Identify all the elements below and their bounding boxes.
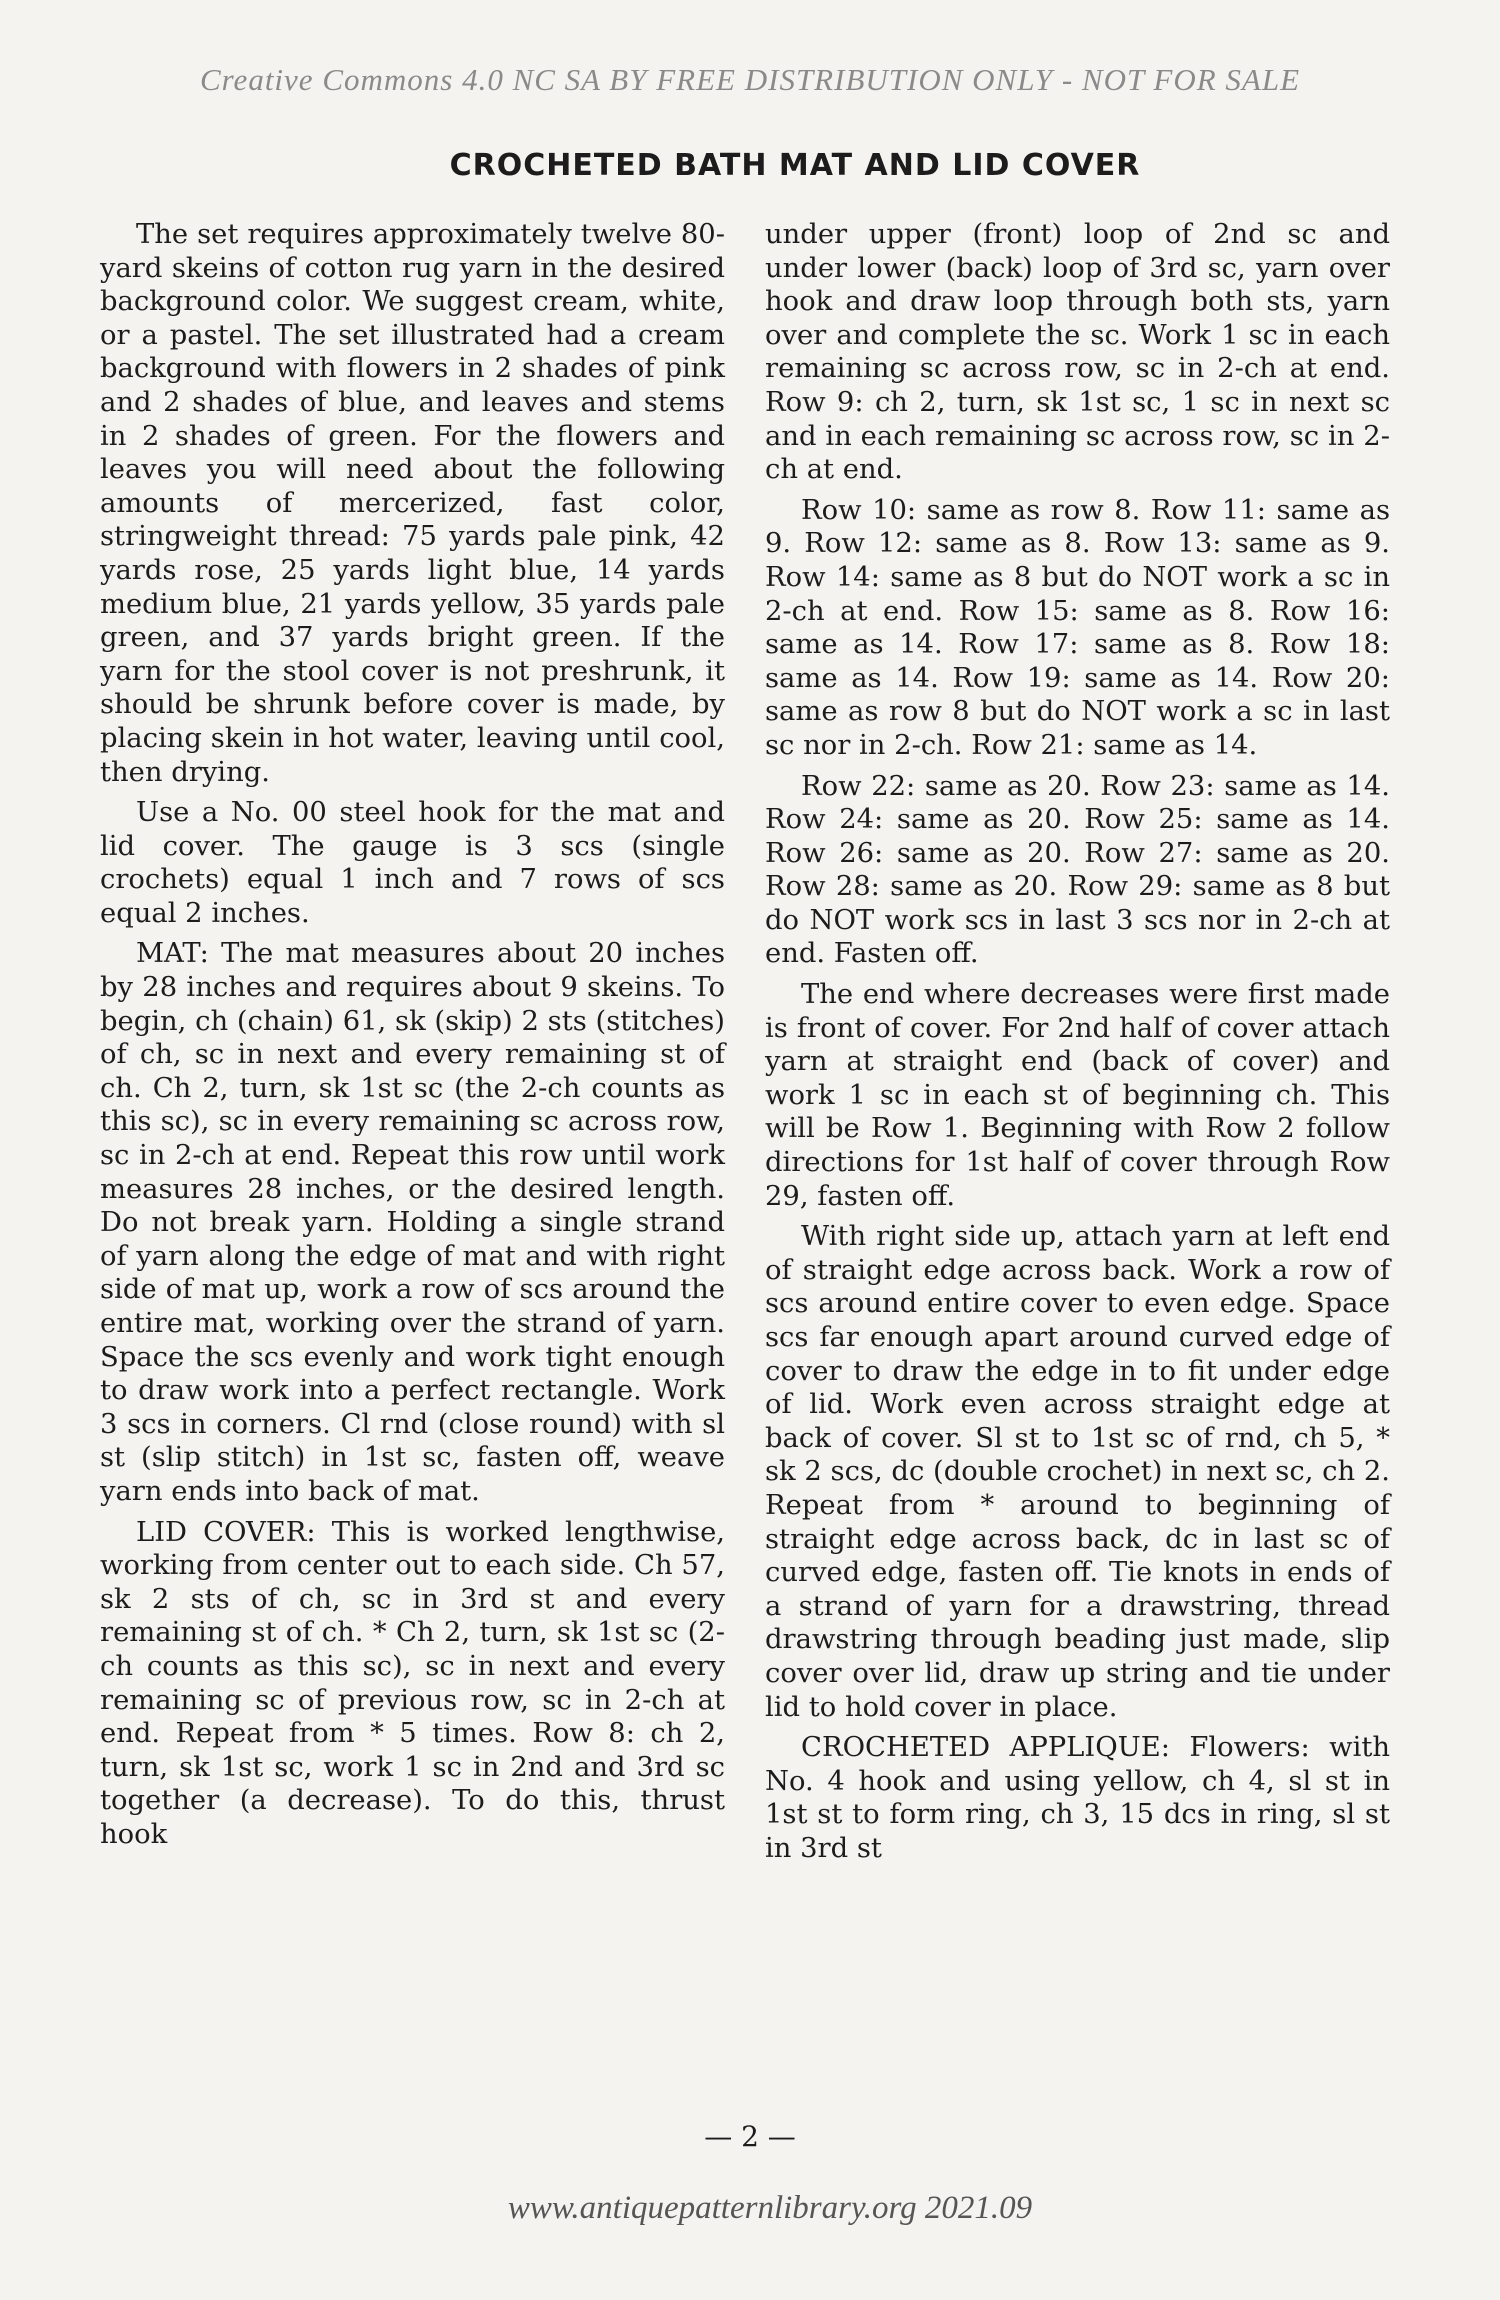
paragraph-materials: The set requires approximately twelve 80-yard skeins of cotton rug yarn in the desired background color. We suggest cream, white, or a pastel. The set illustrated had a cream background with flowers in 2 shades of pink and 2 shades of blue, and leaves and stems in 2 shades of green. For the flowers and leaves you will need about the following amounts of mercerized, fast color, stringweight thread: 75 yards pale pink, 42 yards rose, 25 yards light blue, 14 yards medium blue, 21 yards yellow, 35 yards pale green, and 37 yards bright green. If the yarn for the stool cover is not preshrunk, it should be shrunk before cover is made, by placing skein in hot water, leaving until cool, then drying. [100,219,725,788]
paragraph-lid-cover: LID COVER: This is worked lengthwise, working from center out to each side. Ch 57, sk 2 sts of ch, sc in 3rd st and every remaining st of ch. * Ch 2, turn, sk 1st sc (2-ch counts as this sc), sc in next and every remaining sc of previous row, sc in 2-ch at end. Repeat from * 5 times. Row 8: ch 2, turn, sk 1st sc, work 1 sc in 2nd and 3rd sc together (a decrease). To do this, thrust hook [100,1516,725,1850]
paragraph-rows-10-21: Row 10: same as row 8. Row 11: same as 9. Row 12: same as 8. Row 13: same as 9. Row 14: same as 8 but do NOT work a sc in 2-ch at end. Row 15: same as 8. Row 16: same as 14. Row 17: same as 8. Row 18: same as 14. Row 19: same as 14. Row 20: same as row 8 but do NOT work a sc in last sc nor in 2-ch. Row 21: same as 14. [765,494,1390,761]
page-number: — 2 — [704,2120,796,2153]
right-column [765,218,1390,1873]
left-column [100,218,725,1859]
source-footer: www.antiquepatternlibrary.org 2021.09 [507,2190,1033,2226]
paragraph-edging-drawstring: With right side up, attach yarn at left end of straight edge across back. Work a row of scs around entire cover to even edge. Space scs far enough apart around curved edge of cover to draw the edge in to fit under edge of lid. Work even across straight edge at back of cover. Sl st to 1st sc of rnd, ch 5, * sk 2 scs, dc (double crochet) in next sc, ch 2. Repeat from * around to beginning of straight edge across back, dc in last sc of curved edge, fasten off. Tie knots in ends of a strand of yarn for a drawstring, thread drawstring through beading just made, slip cover over lid, draw up string and tie under lid to hold cover in place. [765,1221,1390,1723]
page-title: CROCHETED BATH MAT AND LID COVER [449,148,1141,183]
paragraph-second-half: The end where decreases were first made is front of cover. For 2nd half of cover attach yarn at straight end (back of cover) and work 1 sc in each st of beginning ch. This will be Row 1. Beginning with Row 2 follow directions for 1st half of cover through Row 29, fasten off. [765,979,1390,1212]
paragraph-hook-gauge: Use a No. 00 steel hook for the mat and lid cover. The gauge is 3 scs (single crochets) equal 1 inch and 7 rows of scs equal 2 inches. [100,797,725,929]
license-header: Creative Commons 4.0 NC SA BY FREE DISTRIBUTION ONLY - NOT FOR SALE [199,62,1301,97]
paragraph-rows-22-29: Row 22: same as 20. Row 23: same as 14. Row 24: same as 20. Row 25: same as 14. Row 26: same as 20. Row 27: same as 20. Row 28: same as 20. Row 29: same as 8 but do NOT work scs in last 3 scs nor in 2-ch at end. Fasten off. [765,770,1390,970]
paragraph-decrease-continued: under upper (front) loop of 2nd sc and under lower (back) loop of 3rd sc, yarn over hook and draw loop through both sts, yarn over and complete the sc. Work 1 sc in each remaining sc across row, sc in 2-ch at end. Row 9: ch 2, turn, sk 1st sc, 1 sc in next sc and in each remaining sc across row, sc in 2-ch at end. [765,219,1390,486]
paragraph-mat: MAT: The mat measures about 20 inches by 28 inches and requires about 9 skeins. To begin, ch (chain) 61, sk (skip) 2 sts (stitches) of ch, sc in next and every remaining st of ch. Ch 2, turn, sk 1st sc (the 2-ch counts as this sc), sc in every remaining sc across row, sc in 2-ch at end. Repeat this row until work measures 28 inches, or the desired length. Do not break yarn. Holding a single strand of yarn along the edge of mat and with right side of mat up, work a row of scs around the entire mat, working over the strand of yarn. Space the scs evenly and work tight enough to draw work into a perfect rectangle. Work 3 scs in corners. Cl rnd (close round) with sl st (slip stitch) in 1st sc, fasten off, weave yarn ends into back of mat. [100,938,725,1507]
paragraph-applique: CROCHETED APPLIQUE: Flowers: with No. 4 hook and using yellow, ch 4, sl st in 1st st to form ring, ch 3, 15 dcs in ring, sl st in 3rd st [765,1732,1390,1864]
